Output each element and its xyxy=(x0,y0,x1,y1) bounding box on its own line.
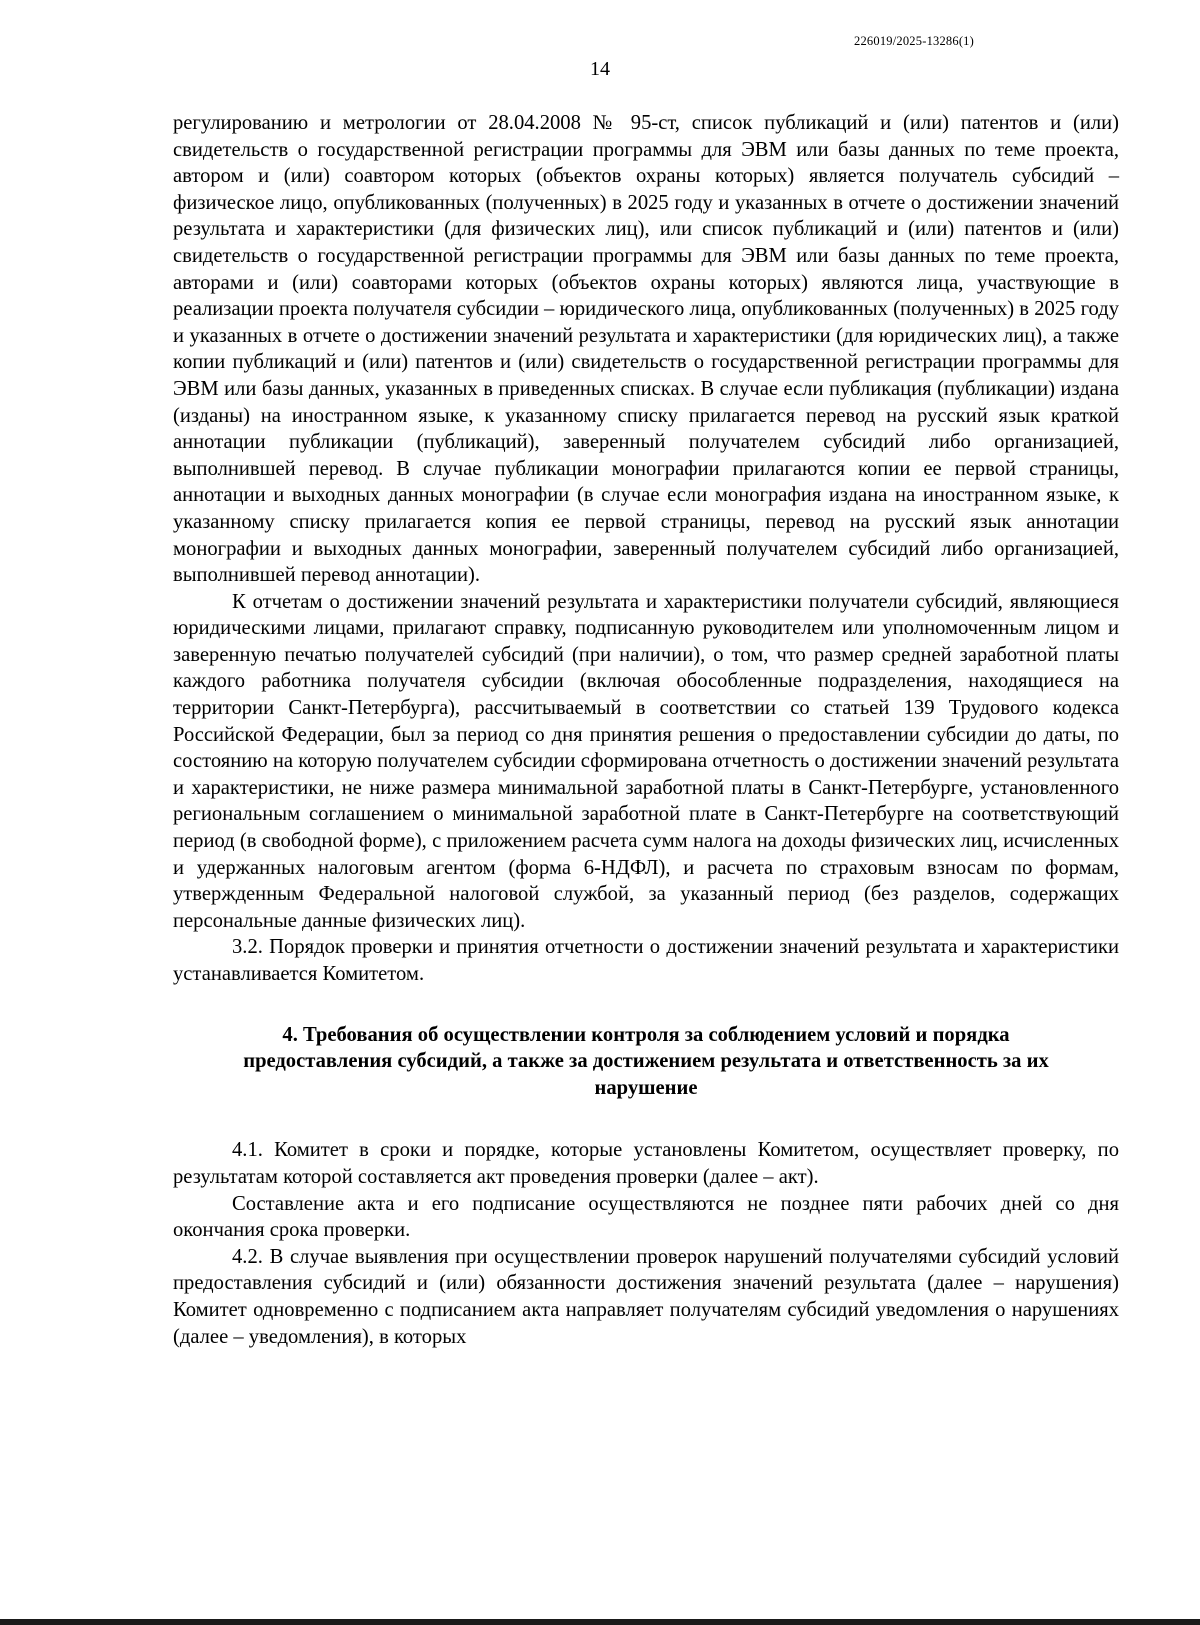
paragraph-4-2: 4.2. В случае выявления при осуществлении проверок нарушений получателями субсидий условий предоставления субсидий и (или) обязанности достижения значений результата (далее – нарушения) Комитет одновременно с подписанием акта направляет получателям субсидий уведомления о нарушениях (далее – уведомления), в которых xyxy=(173,1245,1119,1348)
section-4-title: 4. Требования об осуществлении контроля за соблюдением условий и порядка предоставления субсидий, а также за достижением результата и ответственность за их нарушение xyxy=(243,1023,1049,1099)
scan-bottom-edge xyxy=(0,1619,1200,1625)
document-registration-number: 226019/2025-13286(1) xyxy=(854,34,974,48)
paragraph-continuation: регулированию и метрологии от 28.04.2008 № 95-ст, список публикаций и (или) патентов и (или) свидетельств о государственной регистрации программы для ЭВМ или базы данных по теме проекта, автором и (или) соавтором которых (объектов охраны которых) является получатель субсидий – физическое лицо, опубликованных (полученных) в 2025 году и указанных в отчете о достижении значений результата и характеристики (для физических лиц), или список публикаций и (или) патентов и (или) свидетельств о государственной регистрации программы для ЭВМ или базы данных по теме проекта, авторами и (или) соавторами которых (объектов охраны которых) являются лица, участвующие в реализации проекта получателя субсидии – юридического лица, опубликованных (полученных) в 2025 году и указанных в отчете о достижении значений результата и характеристики (для юридических лиц), а также копии публикаций и (или) патентов и (или) свидетельств о государственной регистрации программы для ЭВМ или базы данных, указанных в приведенных списках. В случае если публикация (публикации) издана (изданы) на иностранном языке, к указанному списку прилагается перевод на русский язык краткой аннотации публикации (публикаций), заверенный получателем субсидий либо организацией, выполнившей перевод. В случае публикации монографии прилагаются копии ее первой страницы, аннотации и выходных данных монографии (в случае если монография издана на иностранном языке, к указанному списку прилагается копия ее первой страницы, перевод на русский язык аннотации монографии и выходных данных монографии, заверенный получателем субсидий либо организацией, выполнившей перевод аннотации). xyxy=(173,112,1119,587)
paragraph-3-2: 3.2. Порядок проверки и принятия отчетности о достижении значений результата и характеристики устанавливается Комитетом. xyxy=(173,936,1119,985)
paragraph-salary-certificate: К отчетам о достижении значений результата и характеристики получатели субсидий, являющиеся юридическими лицами, прилагают справку, подписанную руководителем или уполномоченным лицом и заверенную печатью получателей субсидий (при наличии), о том, что размер средней заработной платы каждого работника получателя субсидии (включая обособленные подразделения, находящиеся на территории Санкт-Петербурга), рассчитываемый в соответствии со статьей 139 Трудового кодекса Российской Федерации, был за период со дня принятия решения о предоставлении субсидии до даты, по состоянию на которую получателем субсидии сформирована отчетность о достижении значений результата и характеристики, не ниже размера минимальной заработной платы в Санкт-Петербурге, установленного региональным соглашением о минимальной заработной плате в Санкт-Петербурге на соответствующий период (в свободной форме), с приложением расчета сумм налога на доходы физических лиц, исчисленных и удержанных налоговым агентом (форма 6-НДФЛ), и расчета по страховым взносам по формам, утвержденным Федеральной налоговой службой, за указанный период (без разделов, содержащих персональные данные физических лиц). xyxy=(173,590,1119,932)
paragraph-4-1: 4.1. Комитет в сроки и порядке, которые установлены Комитетом, осуществляет проверку, по результатам которой составляется акт проведения проверки (далее – акт). xyxy=(173,1139,1119,1188)
paragraph-act-signing: Составление акта и его подписание осуществляются не позднее пяти рабочих дней со дня окончания срока проверки. xyxy=(173,1192,1119,1242)
page-number: 14 xyxy=(590,58,610,80)
document-body xyxy=(173,110,1119,1350)
